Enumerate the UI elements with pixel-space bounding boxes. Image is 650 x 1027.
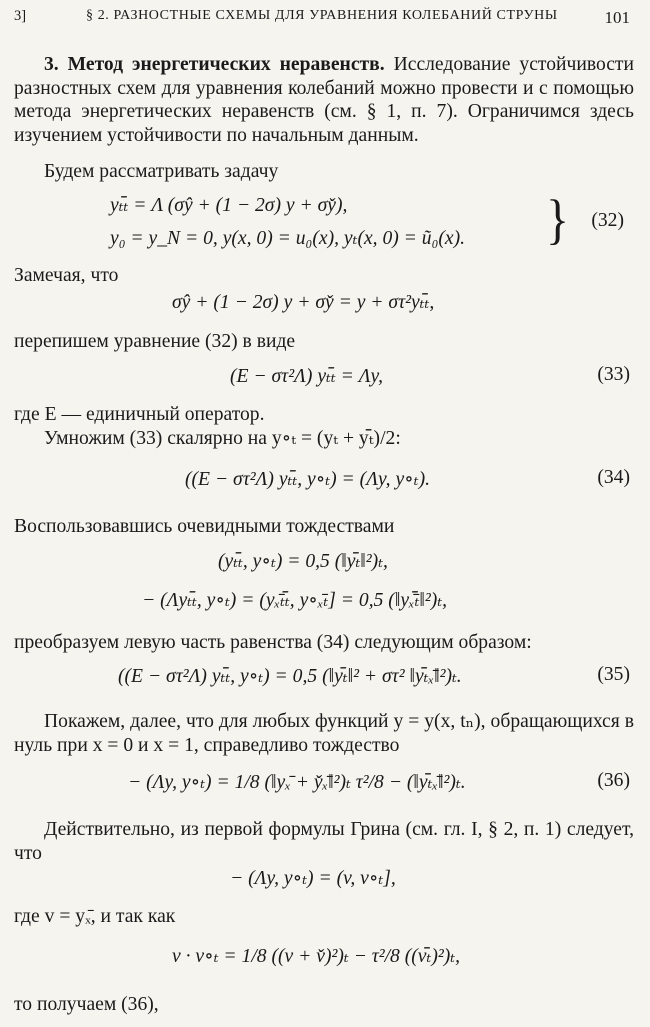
text-green-formula: Действительно, из первой формулы Грина (см. гл. I, § 2, п. 1) следует, что <box>14 819 634 864</box>
running-header <box>14 8 630 30</box>
text-rewrite: перепишем уравнение (32) в виде <box>14 331 296 352</box>
text-identity-operator: где E — единичный оператор. <box>14 404 265 425</box>
section-title: 3. Метод энергетических неравенств. <box>44 54 385 75</box>
equation-v-product: v · v∘ₜ = 1/8 ((v + v̌)²)ₜ − τ²/8 ((vₜ̄)²)ₜ, <box>172 946 460 967</box>
equation-34: ((E − στ²Λ) yₜₜ̄, y∘ₜ) = (Λy, y∘ₜ). <box>185 469 431 490</box>
equation-35: ((E − στ²Λ) yₜₜ̄, y∘ₜ) = 0,5 (‖yₜ̄‖² + στ² ‖yₜ̄ₓ̄‖²)ₜ. <box>118 666 462 687</box>
text-conclusion: то получаем (36), <box>14 994 159 1015</box>
system-brace: } <box>546 188 570 250</box>
equation-number-35: (35) <box>597 664 630 685</box>
equation-32-line2: y₀ = y_N = 0, y(x, 0) = u₀(x), yₜ(x, 0) = ũ₀(x). <box>110 228 466 249</box>
equation-33: (E − στ²Λ) yₜₜ̄ = Λy, <box>230 366 384 387</box>
equation-number-33: (33) <box>597 364 630 385</box>
text-where-v: где v = yₓ̄, и так как <box>14 906 176 927</box>
equation-green: − (Λy, y∘ₜ) = (v, v∘ₜ], <box>230 868 396 889</box>
text-problem-intro: Будем рассматривать задачу <box>44 161 279 182</box>
text-identities: Воспользовавшись очевидными тождествами <box>14 516 395 537</box>
equation-32-line1: yₜₜ̄ = Λ (σŷ + (1 − 2σ) y + σy̌), <box>110 195 348 216</box>
section-intro: Исследование устойчивости разностных схем для уравнения колебаний можно провести и с помощью метода энергетических неравенств (см. § 1, п. 7). Ограничимся здесь изучением устойчивости по начальным данным. <box>14 54 634 146</box>
equation-identity-1: (yₜₜ̄, y∘ₜ) = 0,5 (‖yₜ̄‖²)ₜ, <box>218 551 388 572</box>
equation-number-34: (34) <box>597 467 630 488</box>
equation-number-36: (36) <box>597 770 630 791</box>
equation-identity-sigma: σŷ + (1 − 2σ) y + σy̌ = y + στ²yₜₜ̄, <box>172 292 435 313</box>
equation-number-32: (32) <box>591 210 624 231</box>
equation-36: − (Λy, y∘ₜ) = 1/8 (‖yₓ̄ + y̌ₓ̄‖²)ₜ τ²/8 − (‖yₜ̄ₓ̄‖²)ₜ. <box>128 772 466 793</box>
page-number: 101 <box>604 8 630 27</box>
running-title: § 2. РАЗНОСТНЫЕ СХЕМЫ ДЛЯ УРАВНЕНИЯ КОЛЕБАНИЙ СТРУНЫ <box>86 8 558 23</box>
text-show-identity: Покажем, далее, что для любых функций y = y(x, tₙ), обращающихся в нуль при x = 0 и x = 1, справедливо тождество <box>14 711 634 756</box>
text-multiply: Умножим (33) скалярно на y∘ₜ = (yₜ + yₜ̄)/2: <box>44 428 401 449</box>
text-noting: Замечая, что <box>14 265 119 286</box>
chapter-mark: 3] <box>14 8 27 24</box>
section-paragraph <box>14 53 634 147</box>
text-transform: преобразуем левую часть равенства (34) следующим образом: <box>14 632 532 653</box>
equation-identity-2: − (Λyₜₜ̄, y∘ₜ) = (yₓ̄ₜₜ̄, y∘ₓ̄ₜ] = 0,5 (‖yₓ̄ₜ̄‖²)ₜ, <box>142 590 448 611</box>
